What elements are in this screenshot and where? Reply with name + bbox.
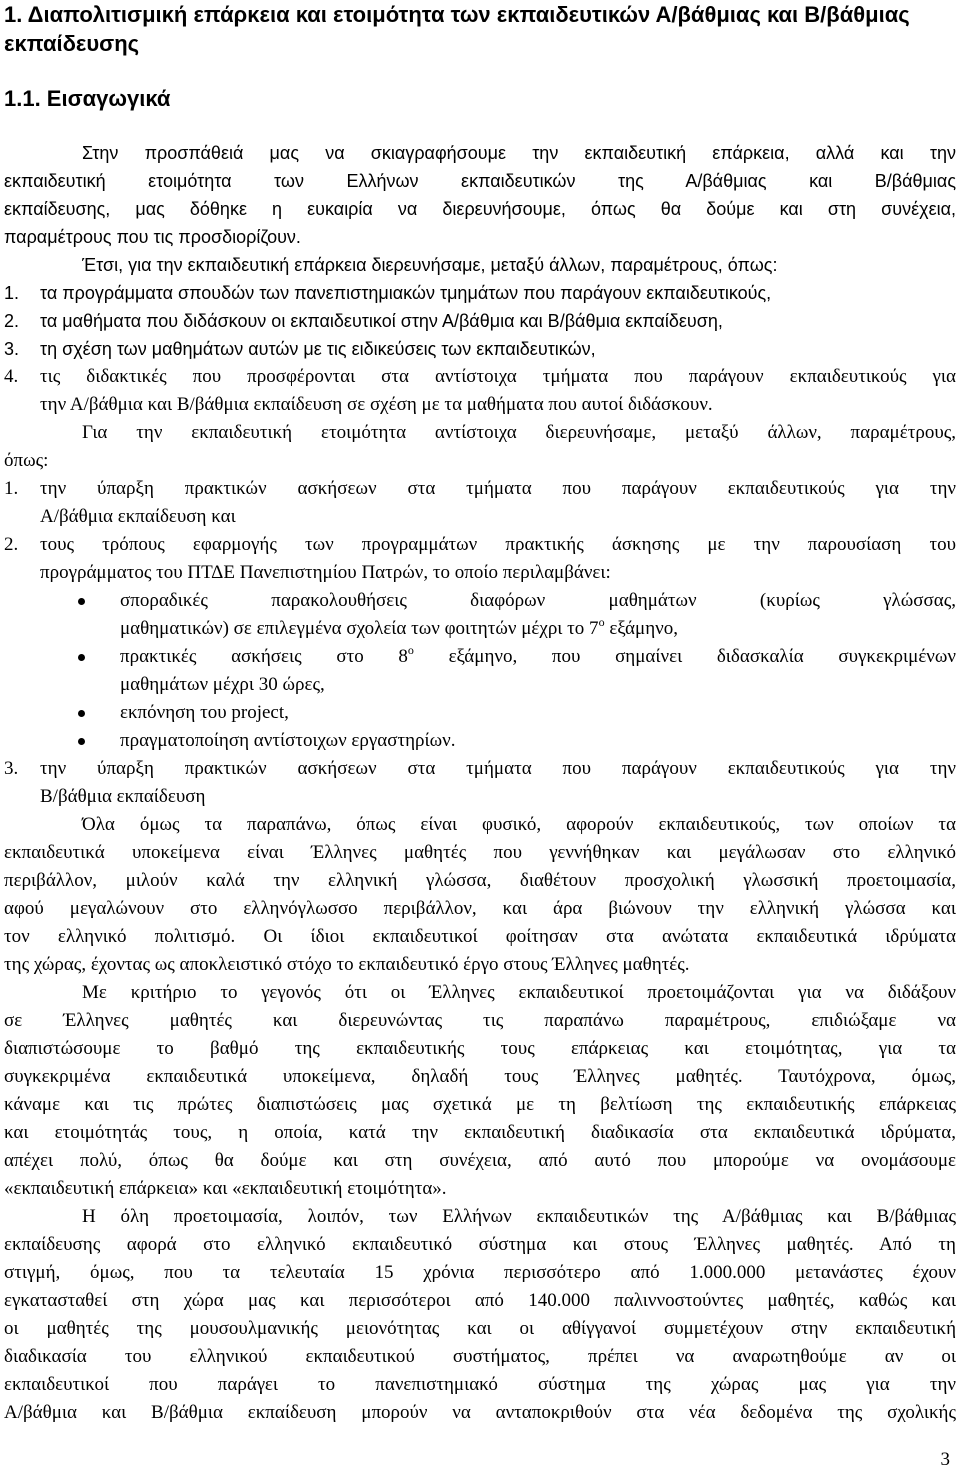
section-heading-line2: εκπαίδευσης — [4, 31, 140, 56]
list-item — [4, 475, 956, 531]
intro-paragraph — [4, 139, 956, 251]
text-line: εκπαιδευτικά υποκείμενα είναι Έλληνες μαθητές που γεννήθηκαν και μεγάλωσαν στο ελληνικό — [4, 842, 956, 863]
paragraph — [4, 1203, 956, 1427]
text-line: Α/βάθμια εκπαίδευση και — [40, 506, 236, 527]
list-item — [4, 335, 956, 363]
bullet-item — [78, 699, 956, 727]
text-line: οι μαθητές της μουσουλμανικής μειονότητας και οι αθίγγανοί συμμετέχουν στην εκπαιδευτική — [4, 1318, 956, 1339]
text-line: την ύπαρξη πρακτικών ασκήσεων στα τμήματα που παράγουν εκπαιδευτικούς για την — [40, 758, 956, 779]
text-line: στιγμή, όμως, που τα τελευταία 15 χρόνια περισσότερο από 1.000.000 μετανάστες έχουν — [4, 1262, 956, 1283]
text-line: Στην προσπάθειά μας να σκιαγραφήσουμε την εκπαιδευτική επάρκεια, αλλά και την — [82, 143, 956, 163]
text-line: εκπαίδευσης αφορά στο ελληνικό εκπαιδευτικό σύστημα και στους Έλληνες μαθητές. Από τη — [4, 1234, 956, 1255]
text-fragment: μαθηματικών) σε επιλεγμένα σχολεία των φοιτητών μέχρι το 7 — [120, 618, 599, 639]
list-number: 1. — [4, 478, 19, 499]
text-line: παραμέτρους που τις προσδιορίζουν. — [4, 227, 301, 247]
text-line: σε Έλληνες μαθητές και διερευνώντας τις παραπάνω παραμέτρους, επιδιώξαμε να — [4, 1010, 956, 1031]
text-line: Για την εκπαιδευτική ετοιμότητα αντίστοιχα διερευνήσαμε, μεταξύ άλλων, παραμέτρους, — [82, 422, 956, 443]
list-text: τα προγράμματα σπουδών των πανεπιστημιακών τμημάτων που παράγουν εκπαιδευτικούς, — [40, 283, 772, 303]
list-number: 2. — [4, 534, 19, 555]
text-line: της χώρας, έχοντας ως αποκλειστικό στόχο το εκπαιδευτικό έργο στους Έλληνες μαθητές. — [4, 954, 690, 975]
text-line: τις διδακτικές που προσφέρονται στα αντίστοιχα τμήματα που παράγουν εκπαιδευτικούς για — [40, 366, 956, 387]
text-line: αφού μεγαλώνουν στο ελληνόγλωσσο περιβάλλον, και άρα βιώνουν την ελληνική γλώσσα και — [4, 898, 956, 919]
text-line: Α/βάθμια και Β/βάθμια εκπαίδευση μπορούν να ανταποκριθούν στα νέα δεδομένα της σχολικής — [4, 1402, 956, 1423]
adequacy-intro — [4, 251, 956, 279]
bullet-item — [78, 643, 956, 699]
list-number: 1. — [4, 283, 20, 303]
bullet-icon — [78, 654, 85, 661]
text-line: εκπόνηση του project, — [120, 702, 289, 723]
text-line: τους τρόπους εφαρμογής των προγραμμάτων πρακτικής άσκησης με την παρουσίαση του — [40, 534, 956, 555]
text-line: Όλα όμως τα παραπάνω, όπως είναι φυσικό, αφορούν εκπαιδευτικούς, των οποίων τα — [82, 814, 956, 835]
page-number: 3 — [940, 1449, 950, 1470]
list-number: 2. — [4, 311, 20, 331]
text-line: σποραδικές παρακολουθήσεις διαφόρων μαθημάτων (κυρίως γλώσσας, — [120, 590, 956, 611]
list-text: τη σχέση των μαθημάτων αυτών με τις ειδικεύσεις των εκπαιδευτικών, — [40, 339, 596, 359]
text-line — [120, 643, 956, 671]
text-line: εκπαίδευσης, μας δόθηκε η ευκαιρία να διερευνήσουμε, όπως θα δούμε και στη συνέχεια, — [4, 199, 956, 219]
text-line: διαπιστώσουμε το βαθμό της εκπαιδευτικής τους επάρκειας και ετοιμότητας, για τα — [4, 1038, 956, 1059]
text-line: Με κριτήριο το γεγονός ότι οι Έλληνες εκπαιδευτικοί προετοιμάζονται για να διδάξουν — [82, 982, 956, 1003]
text-line: εκπαιδευτικοί που παράγει το πανεπιστημιακό σύστημα της χώρας μας για την — [4, 1374, 956, 1395]
text-fragment: εξάμηνο, που σημαίνει διδασκαλία συγκεκριμένων — [413, 646, 956, 667]
text-line — [120, 615, 956, 643]
list-number: 4. — [4, 366, 19, 387]
text-line: απέχει πολύ, όπως θα δούμε και στη συνέχεια, από αυτό που μπορούμε να ονομάσουμε — [4, 1150, 956, 1171]
subsection-heading: 1.1. Εισαγωγικά — [4, 86, 171, 111]
list-item — [4, 307, 956, 335]
bullet-icon — [78, 738, 85, 745]
text-line: μαθημάτων μέχρι 30 ώρες, — [120, 674, 325, 695]
paragraph — [4, 811, 956, 979]
bullet-item — [78, 587, 956, 643]
section-heading — [4, 0, 954, 58]
section-heading-line1: 1. Διαπολιτισμική επάρκεια και ετοιμότητα των εκπαιδευτικών Α/βάθμιας και Β/βάθμιας — [4, 2, 910, 27]
text-line: Έτσι, για την εκπαιδευτική επάρκεια διερευνήσαμε, μεταξύ άλλων, παραμέτρους, όπως: — [82, 255, 778, 275]
text-line: περιβάλλον, μιλούν καλά την ελληνική γλώσσα, διαθέτουν προσχολική γλωσσική προετοιμασία, — [4, 870, 956, 891]
list-item — [4, 531, 956, 587]
text-line: «εκπαιδευτική επάρκεια» και «εκπαιδευτική ετοιμότητα». — [4, 1178, 447, 1199]
text-line: την Α/βάθμια και Β/βάθμια εκπαίδευση σε σχέση με τα μαθήματα που αυτοί διδάσκουν. — [40, 394, 713, 415]
superscript: ο — [407, 643, 414, 657]
bullet-item — [78, 727, 956, 755]
list-item — [4, 363, 956, 419]
text-line: όπως: — [4, 450, 49, 471]
list-item — [4, 279, 956, 307]
text-line: πραγματοποίηση αντίστοιχων εργαστηρίων. — [120, 730, 456, 751]
text-line: Η όλη προετοιμασία, λοιπόν, των Ελλήνων εκπαιδευτικών της Α/βάθμιας και Β/βάθμιας — [82, 1206, 956, 1227]
readiness-intro — [4, 419, 956, 475]
bullet-icon — [78, 598, 85, 605]
list-text: τα μαθήματα που διδάσκουν οι εκπαιδευτικοί στην Α/βάθμια και Β/βάθμια εκπαίδευση, — [40, 311, 723, 331]
list-number: 3. — [4, 339, 20, 359]
list-item — [4, 755, 956, 811]
text-line: Β/βάθμια εκπαίδευση — [40, 786, 206, 807]
text-fragment: πρακτικές ασκήσεις στο 8 — [120, 646, 408, 667]
paragraph — [4, 979, 956, 1203]
text-line: και ετοιμότητάς τους, η οποία, κατά την εκπαιδευτική διαδικασία στα εκπαιδευτικά ιδρύματα, — [4, 1122, 956, 1143]
text-line: συγκεκριμένα εκπαιδευτικά υποκείμενα, δηλαδή τους Έλληνες μαθητές. Ταυτόχρονα, όμως, — [4, 1066, 956, 1087]
text-line: διαδικασία του ελληνικού εκπαιδευτικού συστήματος, πρέπει να αναρωτηθούμε αν οι — [4, 1346, 956, 1367]
text-fragment: εξάμηνο, — [604, 618, 678, 639]
text-line: προγράμματος του ΠΤΔΕ Πανεπιστημίου Πατρών, το οποίο περιλαμβάνει: — [40, 562, 611, 583]
superscript: ο — [598, 615, 605, 629]
bullet-icon — [78, 710, 85, 717]
text-line: κάναμε και τις πρώτες διαπιστώσεις μας σχετικά με τη βελτίωση της εκπαιδευτικής επάρκειας — [4, 1094, 956, 1115]
text-line: εγκατασταθεί στη χώρα μας και περισσότεροι από 140.000 παλιννοστούντες μαθητές, καθώς και — [4, 1290, 956, 1311]
list-number: 3. — [4, 758, 19, 779]
text-line: τον ελληνικό πολιτισμό. Οι ίδιοι εκπαιδευτικοί φοίτησαν στα ανώτατα εκπαιδευτικά ιδρύματα — [4, 926, 956, 947]
text-line: εκπαιδευτική ετοιμότητα των Ελλήνων εκπαιδευτικών της Α/βάθμιας και Β/βάθμιας — [4, 171, 956, 191]
text-line: την ύπαρξη πρακτικών ασκήσεων στα τμήματα που παράγουν εκπαιδευτικούς για την — [40, 478, 956, 499]
